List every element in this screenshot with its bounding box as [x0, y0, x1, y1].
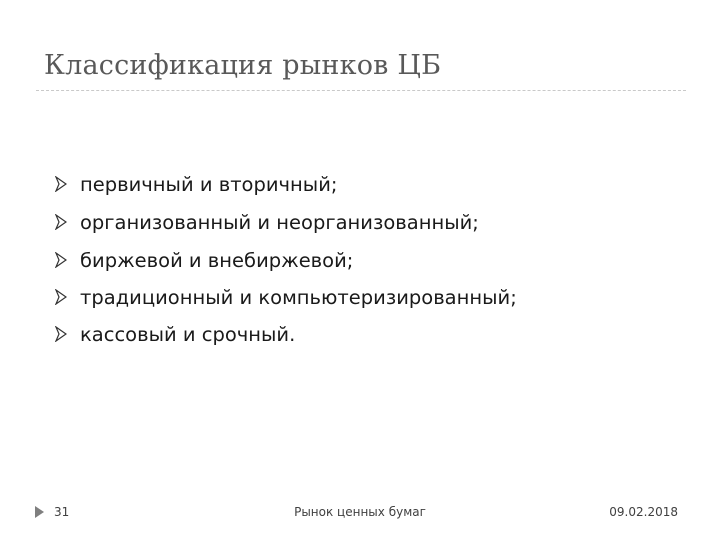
arrow-bullet-icon [55, 252, 67, 268]
bullet-text: первичный и вторичный; [80, 173, 338, 196]
bullet-text: организованный и неорганизованный; [80, 211, 479, 234]
arrow-bullet-icon [55, 326, 67, 342]
page-number: 31 [54, 505, 70, 519]
title-divider [36, 90, 686, 91]
bullet-text: традиционный и компьютеризированный; [80, 286, 517, 309]
bullet-text: кассовый и срочный. [80, 323, 296, 346]
slide-title: Классификация рынков ЦБ [44, 50, 442, 81]
bullet-text: биржевой и внебиржевой; [80, 249, 354, 272]
footer-title: Рынок ценных бумаг [294, 505, 426, 519]
footer-date: 09.02.2018 [609, 505, 678, 519]
arrow-bullet-icon [55, 214, 67, 230]
arrow-bullet-icon [55, 176, 67, 192]
arrow-bullet-icon [55, 289, 67, 305]
